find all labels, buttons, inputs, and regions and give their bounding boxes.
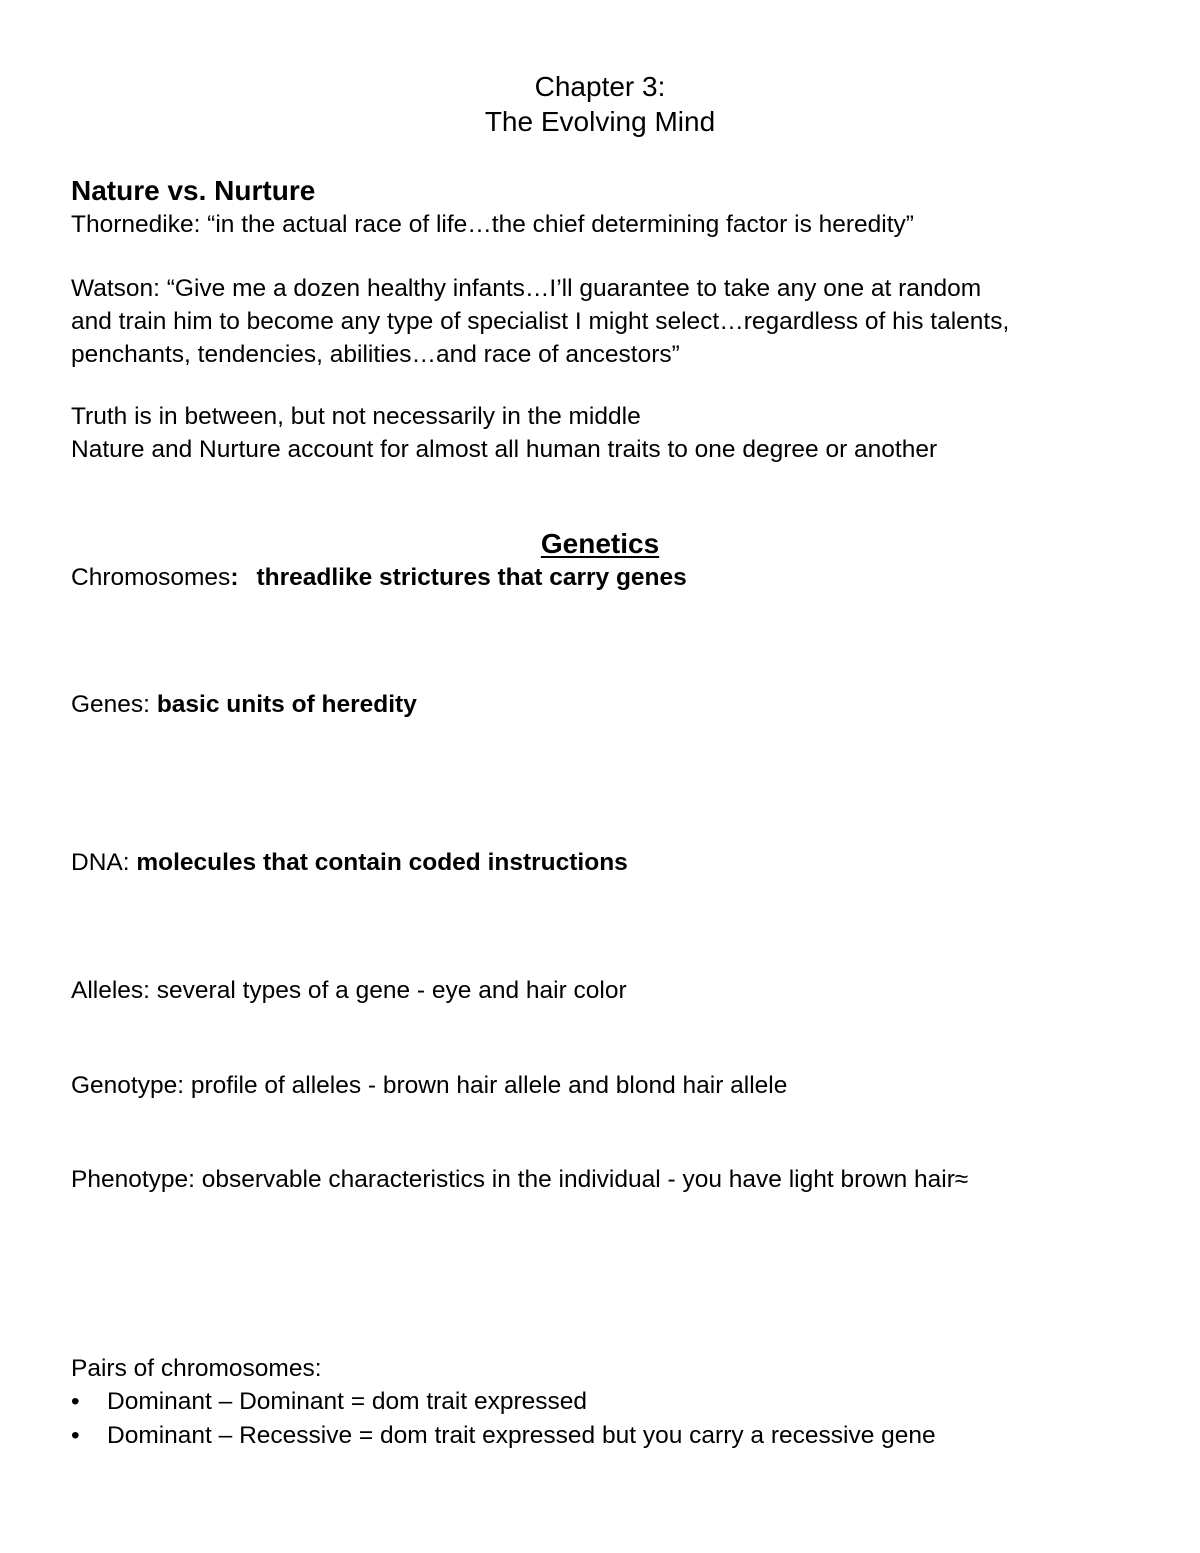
chromosomes-term: Chromosomes — [71, 564, 231, 591]
chapter-title: The Evolving Mind — [484, 106, 716, 137]
truth-line-2: Nature and Nurture account for almost all human traits to one degree or another — [71, 436, 938, 463]
watson-quote-line-1: Watson: “Give me a dozen healthy infants…I’ll guarantee to take any one at random — [71, 275, 982, 302]
genes-term: Genes: — [71, 691, 157, 718]
truth-line-1: Truth is in between, but not necessarily in the middle — [71, 403, 641, 430]
pairs-intro: Pairs of chromosomes: — [71, 1355, 322, 1382]
phenotype-definition: Phenotype: observable characteristics in the individual - you have light brown hair≈ — [71, 1166, 969, 1193]
alleles-definition: Alleles: several types of a gene - eye and hair color — [71, 977, 627, 1004]
dna-text: molecules that contain coded instructions — [136, 849, 628, 876]
dna-definition — [71, 847, 628, 879]
thorndike-quote: Thornedike: “in the actual race of life…the chief determining factor is heredity” — [71, 211, 914, 238]
chromosomes-text: threadlike strictures that carry genes — [256, 564, 687, 591]
list-item — [71, 1386, 587, 1418]
chromosomes-separator: : — [230, 564, 239, 591]
genotype-definition: Genotype: profile of alleles - brown hair allele and blond hair allele — [71, 1072, 788, 1099]
chromosomes-definition — [71, 562, 687, 594]
genes-definition — [71, 689, 417, 721]
list-item — [71, 1420, 936, 1452]
bullet-icon: • — [71, 1388, 80, 1415]
chapter-label: Chapter 3: — [534, 71, 666, 102]
dna-term: DNA: — [71, 849, 137, 876]
genetics-heading: Genetics — [540, 528, 660, 559]
genes-text: basic units of heredity — [156, 691, 417, 718]
nature-nurture-heading: Nature vs. Nurture — [71, 175, 316, 206]
watson-quote-line-3: penchants, tendencies, abilities…and race of ancestors” — [71, 341, 680, 368]
pair-item-text: Dominant – Dominant = dom trait expressed — [107, 1388, 588, 1415]
bullet-icon: • — [71, 1422, 80, 1449]
pair-item-text: Dominant – Recessive = dom trait expressed but you carry a recessive gene — [107, 1422, 936, 1449]
watson-quote-line-2: and train him to become any type of specialist I might select…regardless of his talents, — [71, 308, 1010, 335]
